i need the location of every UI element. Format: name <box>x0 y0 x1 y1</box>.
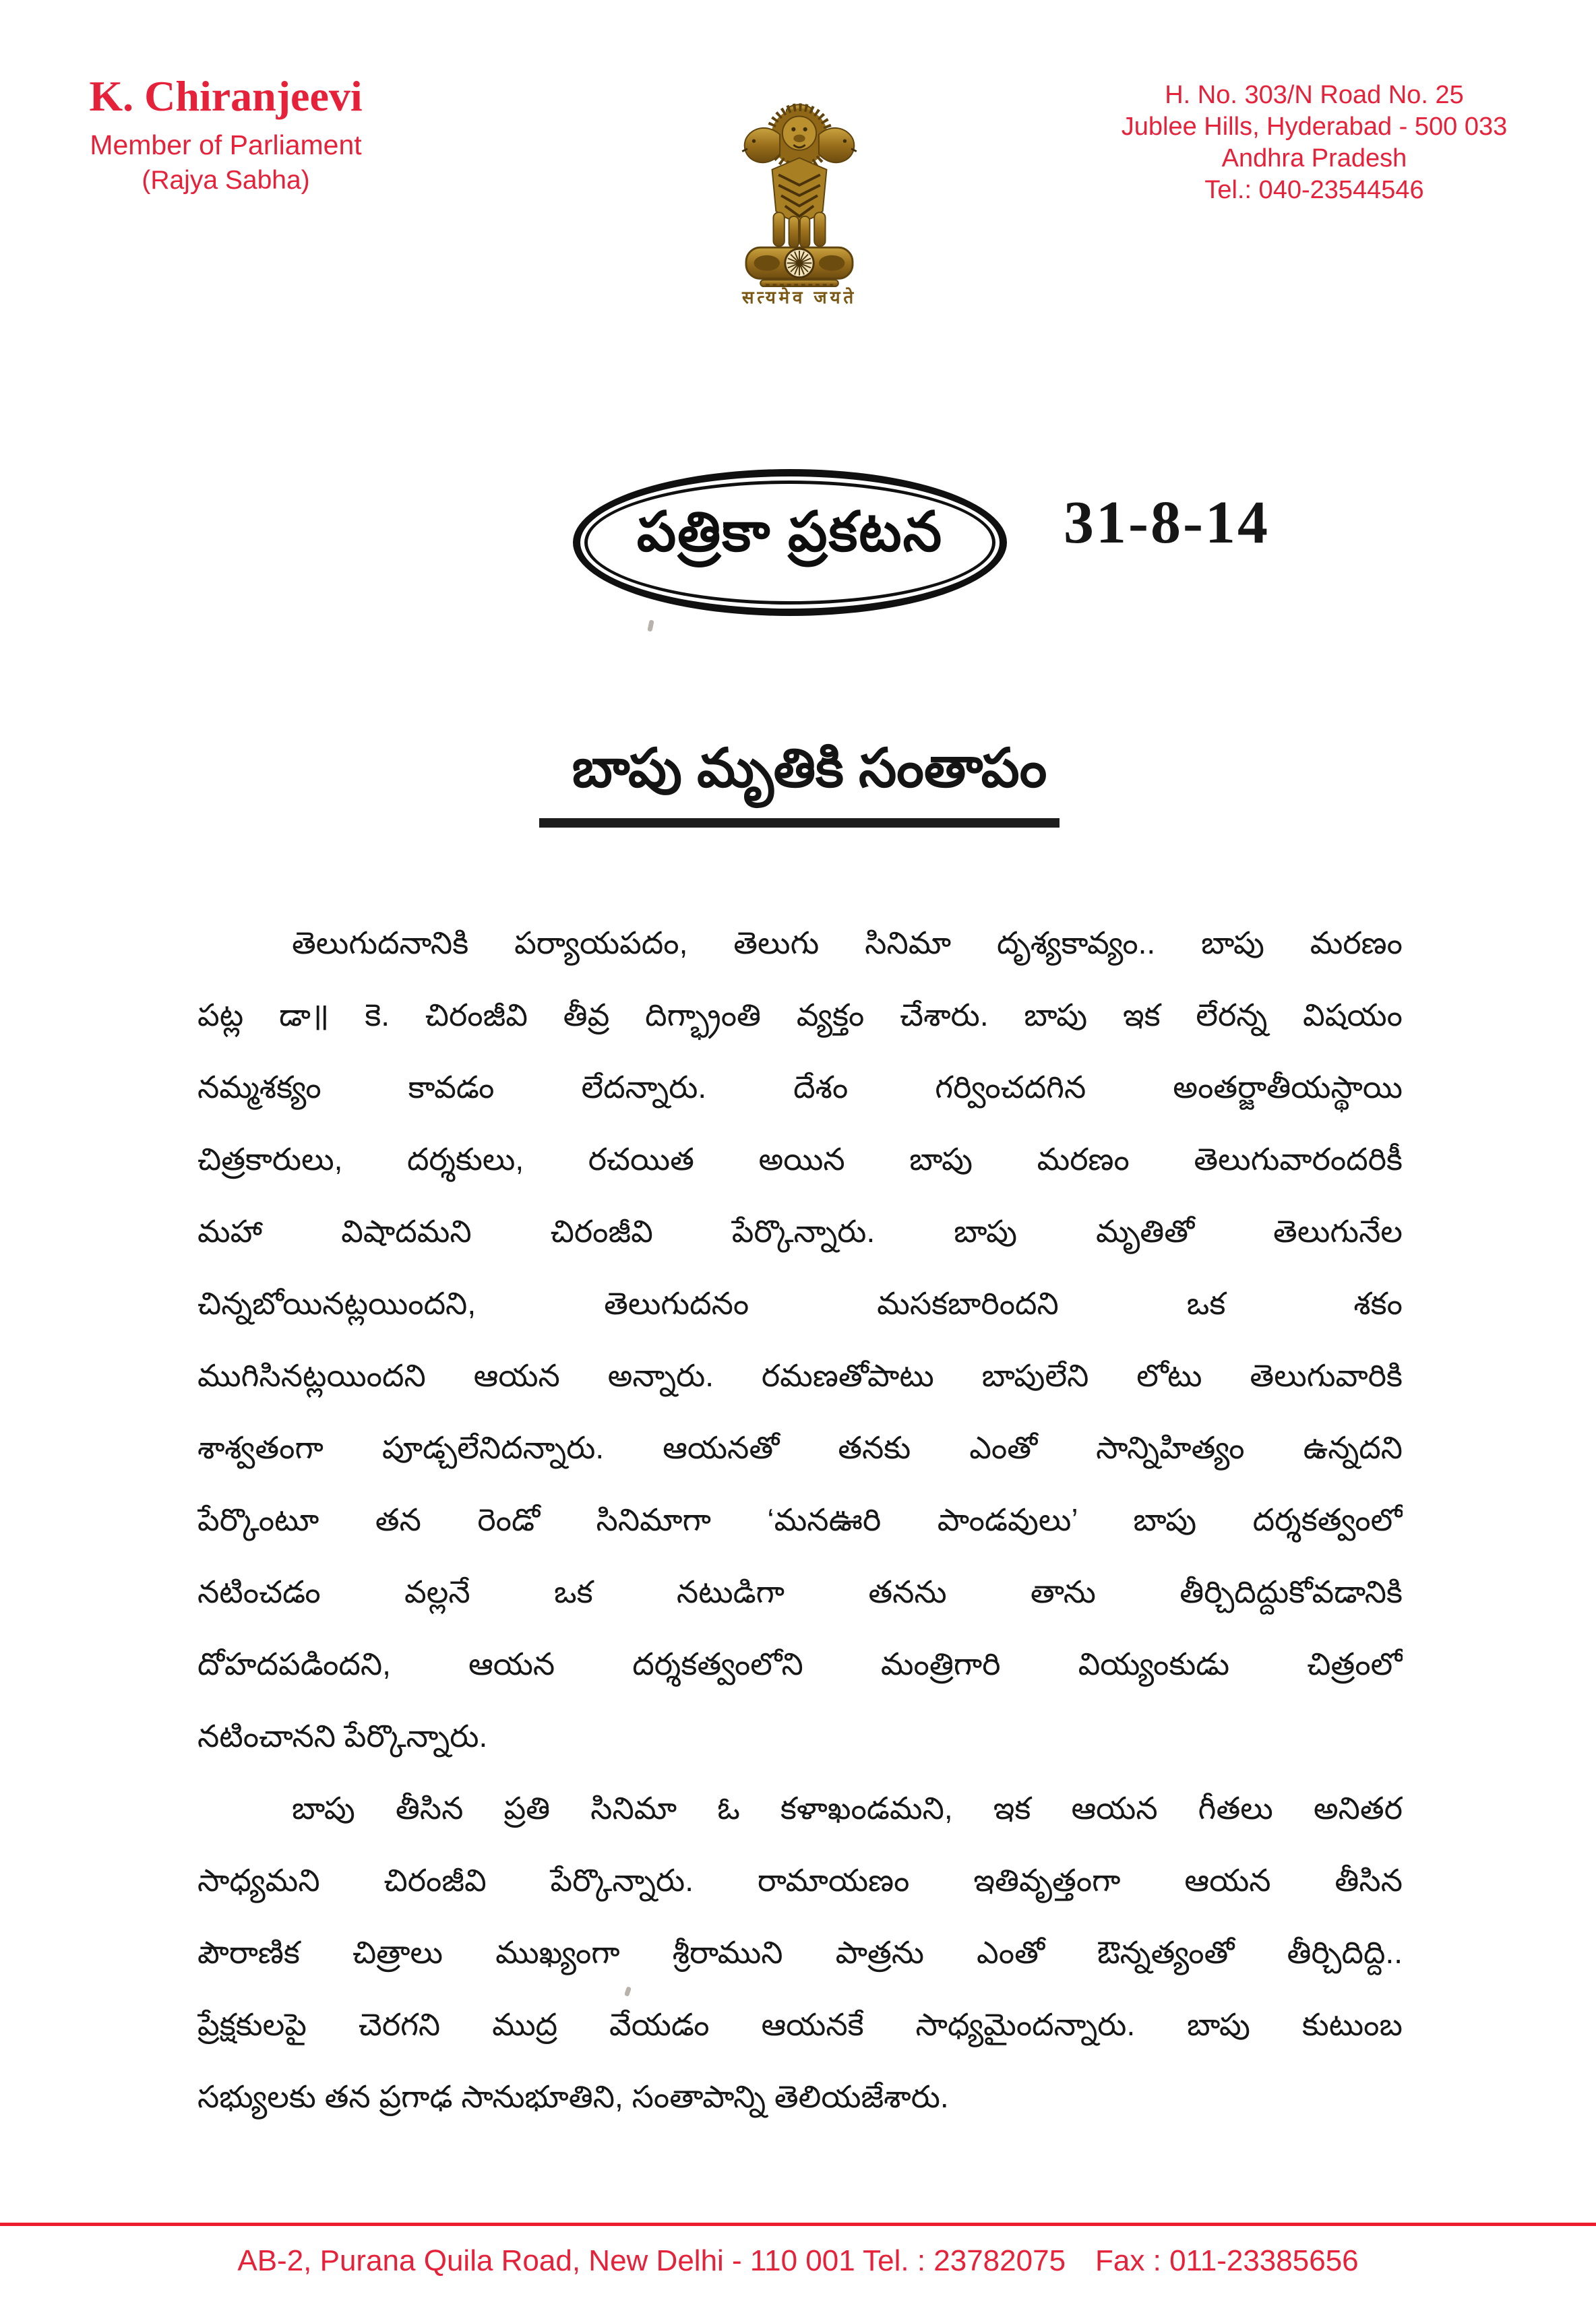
body-line: బాపు తీసిన ప్రతి సినిమా ఓ కళాఖండమని, ఇక ఆయన గీతలు అనితర <box>292 1791 1403 1826</box>
page-title: బాపు మృతికి సంతాపం <box>572 738 1047 798</box>
body-line: ముగిసినట్లయిందని ఆయన అన్నారు. రమణతోపాటు బాపులేని లోటు తెలుగువారికి <box>197 1358 1403 1393</box>
stamp-inner-ring <box>584 481 995 605</box>
footer-address <box>0 2244 1596 2278</box>
body-line: మహా విషాదమని చిరంజీవి పేర్కొన్నారు. బాపు మృతితో తెలుగునేల <box>197 1214 1403 1249</box>
address-line-4: Tel.: 040-23544546 <box>1204 176 1424 204</box>
body-line: చిన్నబోయినట్లయిందని, తెలుగుదనం మసకబారిందని ఒక శకం <box>197 1286 1403 1321</box>
emblem-of-india <box>728 85 871 311</box>
body-line: ప్రేక్షకులపై చెరగని ముద్ర వేయడం ఆయనకే సాధ్యమైందన్నారు. బాపు కుటుంబ <box>197 2007 1403 2042</box>
footer-fax: Fax : 011-23385656 <box>1095 2244 1359 2277</box>
body-line: పౌరాణిక చిత్రాలు ముఖ్యంగా శ్రీరాముని పాత్రను ఎంతో ఔన్నత్యంతో తీర్చిదిద్ది.. <box>197 1935 1403 1970</box>
body-line: నమ్మశక్యం కావడం లేదన్నారు. దేశం గర్వించదగిన అంతర్జాతీయస్థాయి <box>197 1070 1403 1105</box>
stamp-label: పత్రికా ప్రకటన <box>636 501 944 563</box>
body-text <box>197 907 1403 2133</box>
body-line: సాధ్యమని చిరంజీవి పేర్కొన్నారు. రామాయణం ఇతివృత్తంగా ఆయన తీసిన <box>197 1863 1403 1898</box>
body-line: శాశ్వతంగా పూడ్చలేనిదన్నారు. ఆయనతో తనకు ఎంతో సాన్నిహిత్యం ఉన్నదని <box>197 1430 1403 1465</box>
sender-name: K. Chiranjeevi <box>89 72 363 120</box>
title-underline <box>539 818 1060 828</box>
footer-address-tel: AB-2, Purana Quila Road, New Delhi - 110 001 Tel. : 23782075 <box>237 2244 1066 2277</box>
body-line: చిత్రకారులు, దర్శకులు, రచయిత అయిన బాపు మరణం తెలుగువారందరికీ <box>197 1142 1403 1177</box>
address-block <box>1078 80 1550 206</box>
body-line: తెలుగుదనానికి పర్యాయపదం, తెలుగు సినిమా దృశ్యకావ్యం.. బాపు మరణం <box>292 925 1403 960</box>
address-line-2: Jublee Hills, Hyderabad - 500 033 <box>1121 113 1508 141</box>
date: 31-8-14 <box>1064 489 1270 556</box>
sender-house: (Rajya Sabha) <box>142 166 310 195</box>
sender-block <box>61 73 391 197</box>
press-release-stamp <box>573 469 1007 616</box>
address-line-1: H. No. 303/N Road No. 25 <box>1165 81 1464 109</box>
footer-divider <box>0 2223 1596 2226</box>
body-line: సభ్యులకు తన ప్రగాఢ సానుభూతిని, సంతాపాన్ని తెలియజేశారు. <box>197 2079 949 2114</box>
body-line: పేర్కొంటూ తన రెండో సినిమాగా ‘మనఊరి పాండవులు’ బాపు దర్శకత్వంలో <box>197 1502 1403 1537</box>
address-line-3: Andhra Pradesh <box>1221 144 1407 173</box>
body-line: నటించడం వల్లనే ఒక నటుడిగా తనను తాను తీర్చిదిద్దుకోవడానికి <box>197 1574 1403 1609</box>
emblem-motto: सत्यमेव जयते <box>742 287 857 308</box>
scan-artifact <box>647 619 654 631</box>
body-line: నటించానని పేర్కొన్నారు. <box>197 1719 488 1754</box>
sender-designation: Member of Parliament <box>90 129 362 160</box>
body-line: దోహదపడిందని, ఆయన దర్శకత్వంలోని మంత్రిగారి వియ్యంకుడు చిత్రంలో <box>197 1646 1403 1681</box>
body-line: పట్ల డా॥ కె. చిరంజీవి తీవ్ర దిగ్భ్రాంతి వ్యక్తం చేశారు. బాపు ఇక లేరన్న విషయం <box>197 997 1403 1032</box>
lion-capital-icon <box>728 85 871 311</box>
